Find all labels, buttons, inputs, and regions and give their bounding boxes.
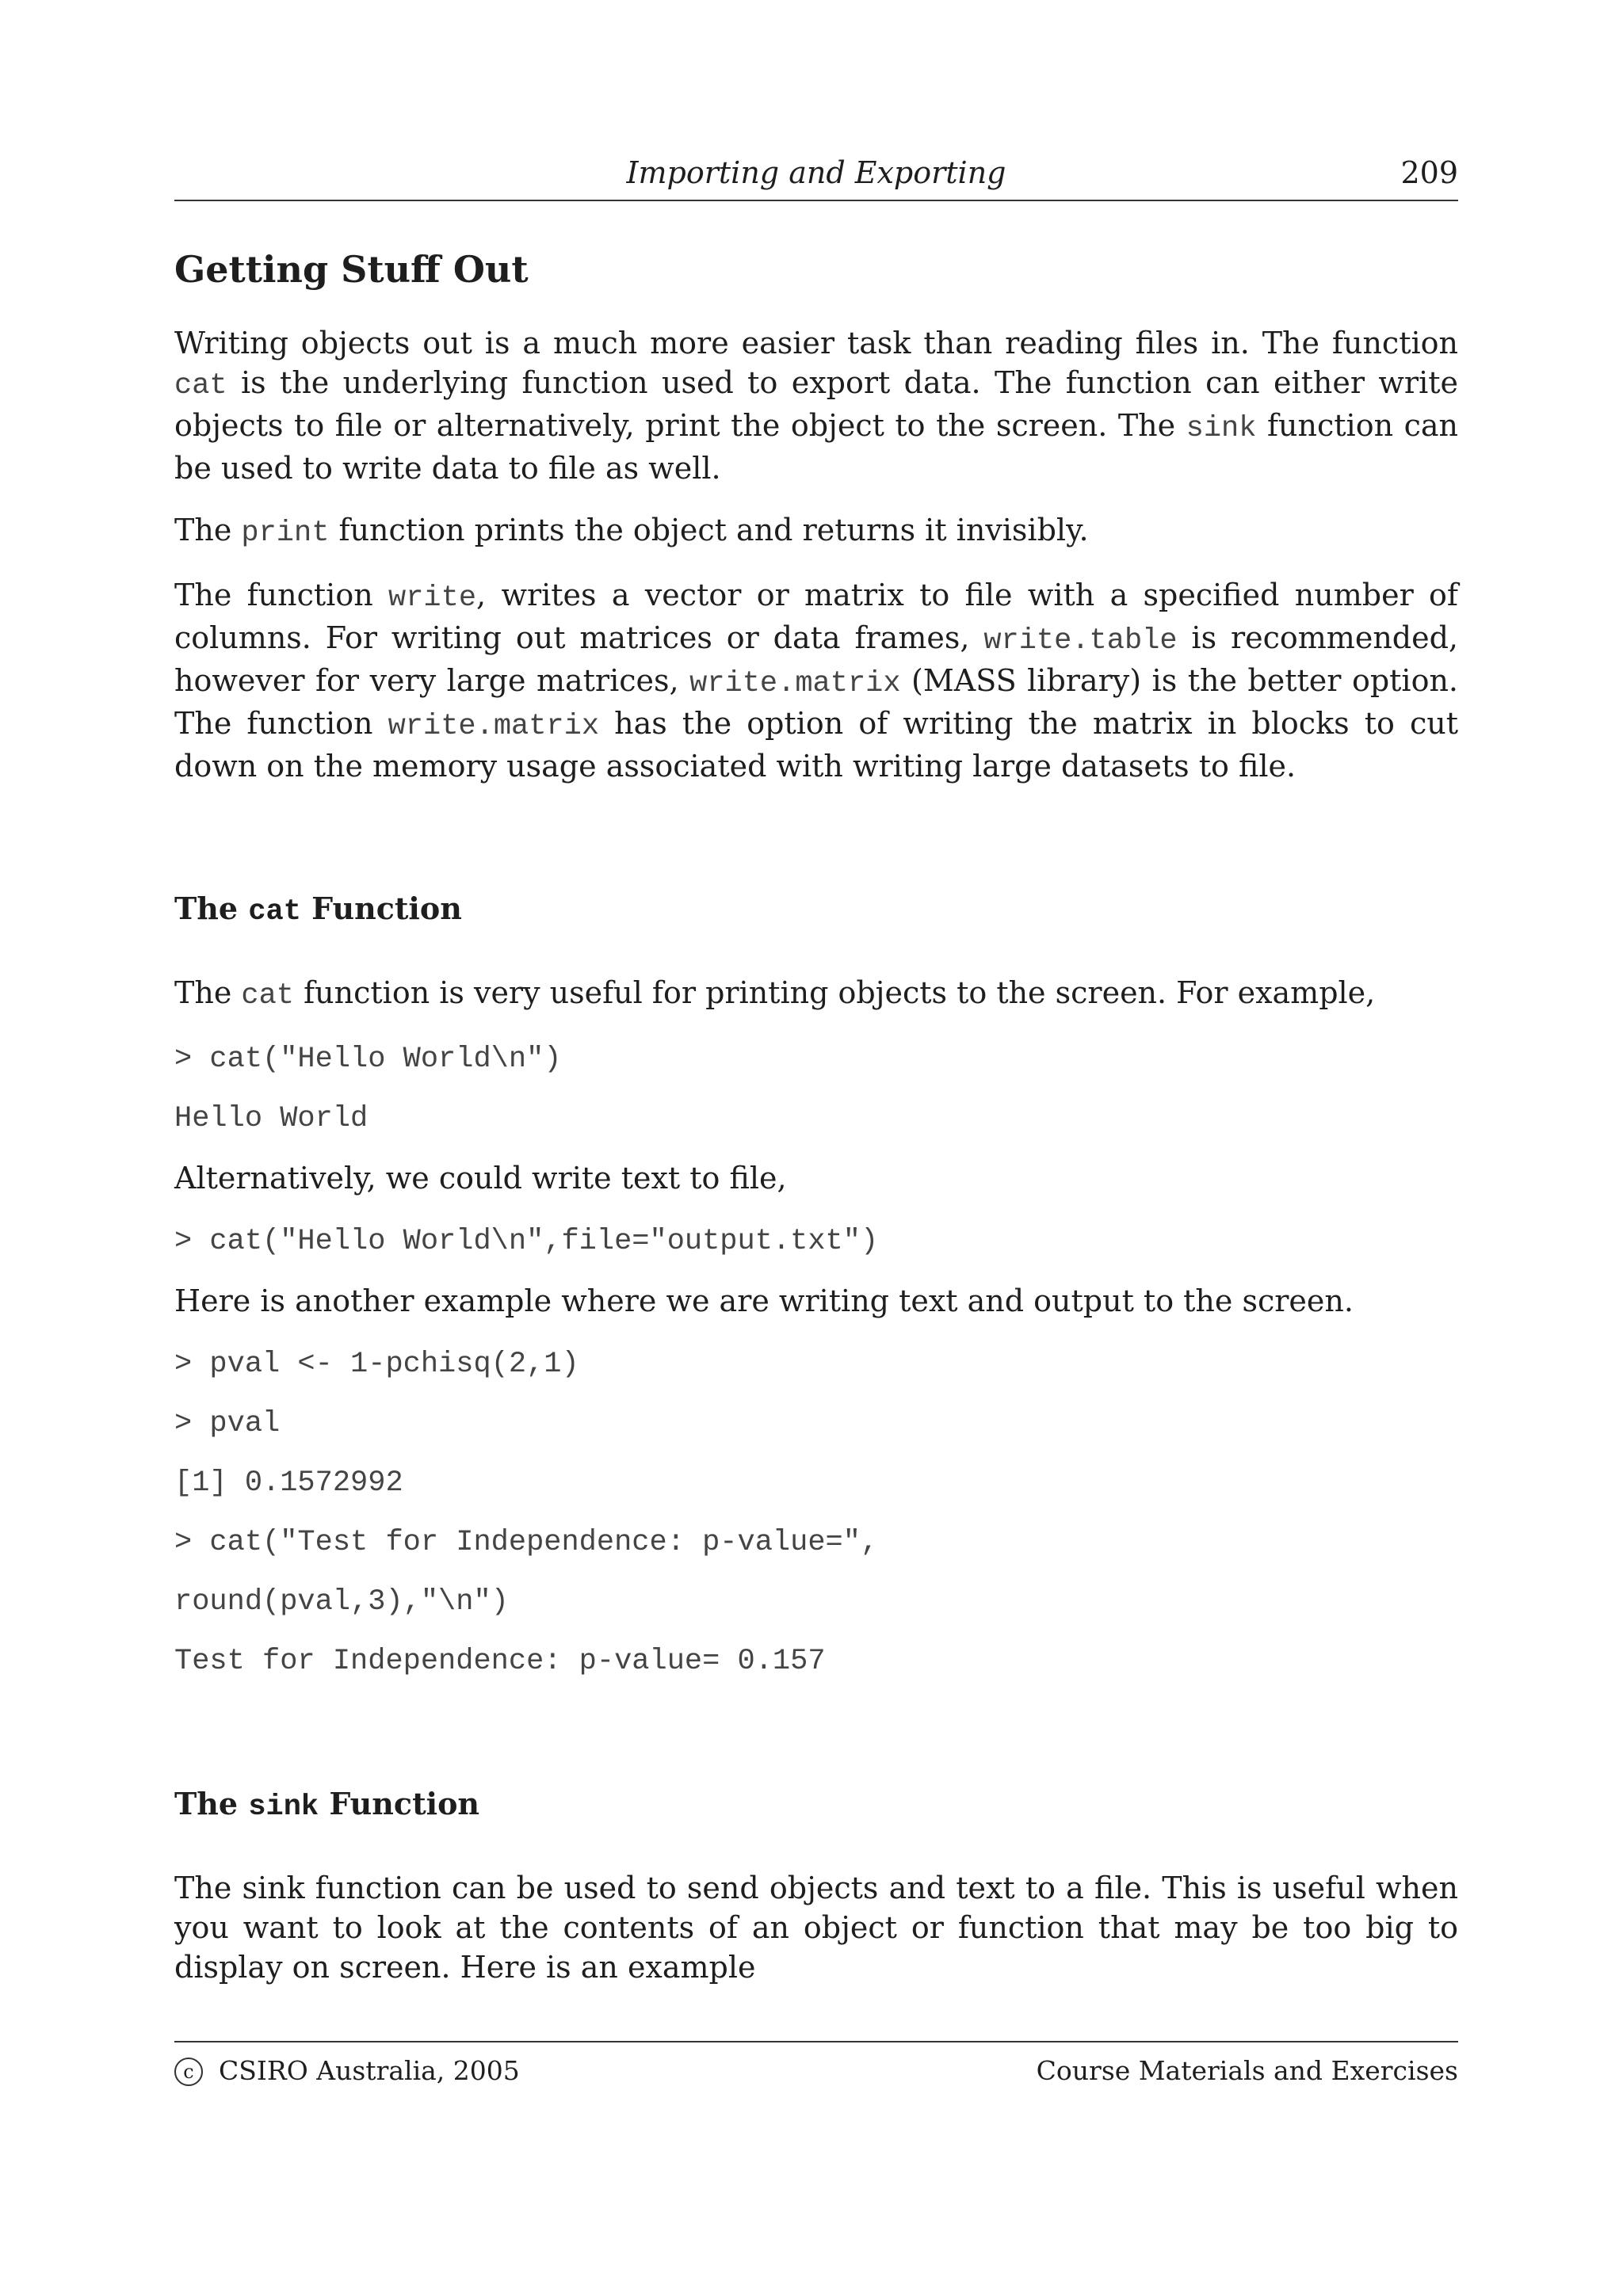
section-heading: Getting Stuff Out [174,248,529,291]
code-line: > cat("Test for Independence: p-value=", [174,1526,879,1559]
inline-code: sink [1186,412,1257,445]
text-run: (MASS library) is the better option. The function [174,663,1458,741]
text-run: The [174,513,242,547]
code-block-file [174,1222,1458,1261]
code-block-pval [174,1344,1458,1681]
sink-subheading-prefix: The [174,1786,249,1821]
inline-code: write.matrix [388,710,600,743]
running-header [174,151,1458,201]
sink-subheading-suffix: Function [319,1786,480,1821]
text-run: function is very useful for printing objects to the screen. For example, [294,975,1376,1010]
code-block-hello [174,1039,1458,1138]
code-line: > pval <- 1-pchisq(2,1) [174,1348,579,1381]
cat-subheading-suffix: Function [300,891,462,926]
cat-subheading [174,889,1458,932]
code-line: > cat("Hello World\n",file="output.txt") [174,1225,879,1258]
copyright-icon: c [174,2058,203,2086]
inline-code: print [241,517,330,550]
cat-subheading-prefix: The [174,891,249,926]
inline-code: cat [174,369,227,402]
code-line: [1] 0.1572992 [174,1466,403,1500]
page-footer [174,2041,1458,2086]
footer-copyright [174,2054,520,2088]
text-run: has the option of writing the matrix in blocks to cut down on the memory usage associated with writing large datasets to file. [174,706,1458,784]
intro-paragraph [174,323,1458,488]
alt-paragraph: Alternatively, we could write text to file, [174,1161,787,1196]
text-run: , writes a vector or matrix to file with a specified number of columns. For writing out matrices or data frames, [174,578,1458,655]
code-line: > cat("Hello World\n") [174,1043,562,1076]
footer-left-text: CSIRO Australia, 2005 [219,2055,520,2086]
sink-paragraph: The sink function can be used to send objects and text to a file. This is useful when you want to look at the contents of an object or function that may be too big to display on screen. Here is an example [174,1871,1458,1985]
sink-subheading-code: sink [248,1791,319,1824]
print-paragraph [174,510,1458,553]
text-run: The [174,975,242,1010]
text-run: is the underlying function used to export data. The function can either write objects to file or alternatively, print the object to the screen. The [174,365,1458,443]
text-run: The function [174,578,389,612]
cat-intro-paragraph [174,973,1458,1016]
running-title: Importing and Exporting [626,155,1006,190]
inline-code: cat [241,979,295,1013]
inline-code: write.table [983,624,1178,658]
another-paragraph: Here is another example where we are writing text and output to the screen. [174,1283,1354,1318]
text-run: Writing objects out is a much more easier task than reading files in. The function [174,326,1458,360]
code-line: round(pval,3),"\n") [174,1585,509,1619]
write-paragraph [174,575,1458,786]
sink-subheading [174,1784,1458,1827]
text-run: function prints the object and returns it invisibly. [329,513,1089,547]
code-line: > pval [174,1407,281,1440]
inline-code: write.matrix [689,667,901,700]
page [174,151,1458,2100]
page-number: 209 [1400,155,1458,190]
cat-subheading-code: cat [248,895,301,929]
footer-right-text: Course Materials and Exercises [1036,2055,1458,2086]
text-run: function can be used to write data to file as well. [174,408,1458,486]
code-line: Hello World [174,1102,369,1135]
text-run: is recommended, however for very large matrices, [174,620,1459,698]
inline-code: write [388,582,477,615]
code-line: Test for Independence: p-value= 0.157 [174,1645,826,1678]
